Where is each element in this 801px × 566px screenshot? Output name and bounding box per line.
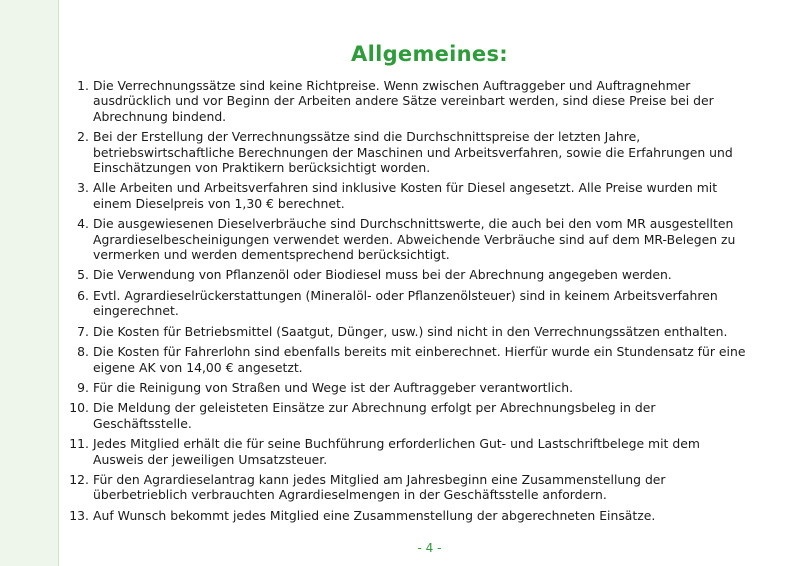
list-item-text: Die Kosten für Betriebsmittel (Saatgut, Dünger, usw.) sind nicht in den Verrechnungssätzen enthalten. (93, 323, 728, 339)
list-item-number: 7. (77, 323, 89, 339)
list-item-text: Jedes Mitglied erhält die für seine Buchführung erforderlichen Gut- und Lastschriftbelege mit dem Ausweis der jeweiligen Umsatzsteuer. (93, 436, 700, 467)
list-item-text: Die Meldung der geleisteten Einsätze zur Abrechnung erfolgt per Abrechnungsbeleg in der Geschäftsstelle. (93, 400, 656, 431)
list-item-text: Die Verrechnungssätze sind keine Richtpreise. Wenn zwischen Auftraggeber und Auftragnehmer ausdrücklich und vor Beginn der Arbeiten andere Sätze vereinbart werden, sind diese Preise bei der Abrechnung bindend. (93, 78, 714, 124)
list-item-text: Evtl. Agrardieselrückerstattungen (Mineralöl- oder Pflanzenölsteuer) sind in keinem Arbeitsverfahren eingerechnet. (93, 287, 718, 319)
list-item-text: Die Verwendung von Pflanzenöl oder Biodiesel muss bei der Abrechnung angegeben werden. (93, 267, 672, 283)
list-item (66, 288, 746, 319)
list-item-text: Für die Reinigung von Straßen und Wege ist der Auftraggeber verantwortlich. (93, 379, 574, 395)
list-item-number: 10. (69, 400, 89, 416)
list-item-text: Bei der Erstellung der Verrechnungssätze sind die Durchschnittspreise der letzten Jahre, betriebswirtschaftliche Berechnungen der Maschinen und Arbeitsverfahren, sowie die Erfahrungen und Einschätzungen von Praktikern berücksichtigt worden. (93, 129, 733, 176)
list-item (66, 400, 746, 431)
page-number: - 4 - (417, 541, 442, 555)
list-item (66, 380, 746, 395)
list-item-number: 5. (77, 267, 89, 283)
list-item-number: 6. (77, 287, 89, 303)
list-item-number: 11. (69, 436, 89, 452)
list-item (66, 129, 746, 175)
list-item (66, 472, 746, 503)
list-item (66, 216, 746, 262)
list-item-text: Die Kosten für Fahrerlohn sind ebenfalls bereits mit einberechnet. Hierfür wurde ein Stundensatz für eine eigene AK von 14,00 € angesetzt. (93, 344, 746, 375)
list-item-number: 4. (77, 216, 89, 232)
list-item (66, 436, 746, 467)
list-item-text: Auf Wunsch bekommt jedes Mitglied eine Zusammenstellung der abgerechneten Einsätze. (93, 507, 656, 523)
list-item-number: 9. (77, 379, 89, 395)
page-title: Allgemeines: (351, 42, 508, 66)
list-item-number: 2. (77, 129, 89, 145)
list-item (66, 180, 746, 211)
list-item-number: 13. (69, 507, 89, 523)
numbered-list (66, 78, 746, 528)
list-item-number: 8. (77, 344, 89, 360)
list-item-number: 1. (77, 78, 89, 93)
list-item (66, 344, 746, 375)
left-margin-band (0, 0, 59, 566)
list-item-text: Die ausgewiesenen Dieselverbräuche sind Durchschnittswerte, die auch bei den vom MR ausgestellten Agrardieselbescheinigungen verwendet werden. Abweichende Verbräuche sind auf dem MR-Belegen zu vermerken und werden dementsprechend berücksichtigt. (93, 216, 736, 263)
list-item (66, 324, 746, 339)
list-item (66, 267, 746, 282)
list-item (66, 78, 746, 124)
list-item (66, 508, 746, 523)
list-item-text: Alle Arbeiten und Arbeitsverfahren sind inklusive Kosten für Diesel angesetzt. Alle Preise wurden mit einem Dieselpreis von 1,30 € berechnet. (93, 180, 718, 211)
list-item-number: 3. (77, 180, 89, 196)
list-item-number: 12. (69, 471, 89, 487)
list-item-text: Für den Agrardieselantrag kann jedes Mitglied am Jahresbeginn eine Zusammenstellung der überbetrieblich verbrauchten Agrardieselmengen in der Geschäftsstelle anfordern. (93, 471, 666, 503)
